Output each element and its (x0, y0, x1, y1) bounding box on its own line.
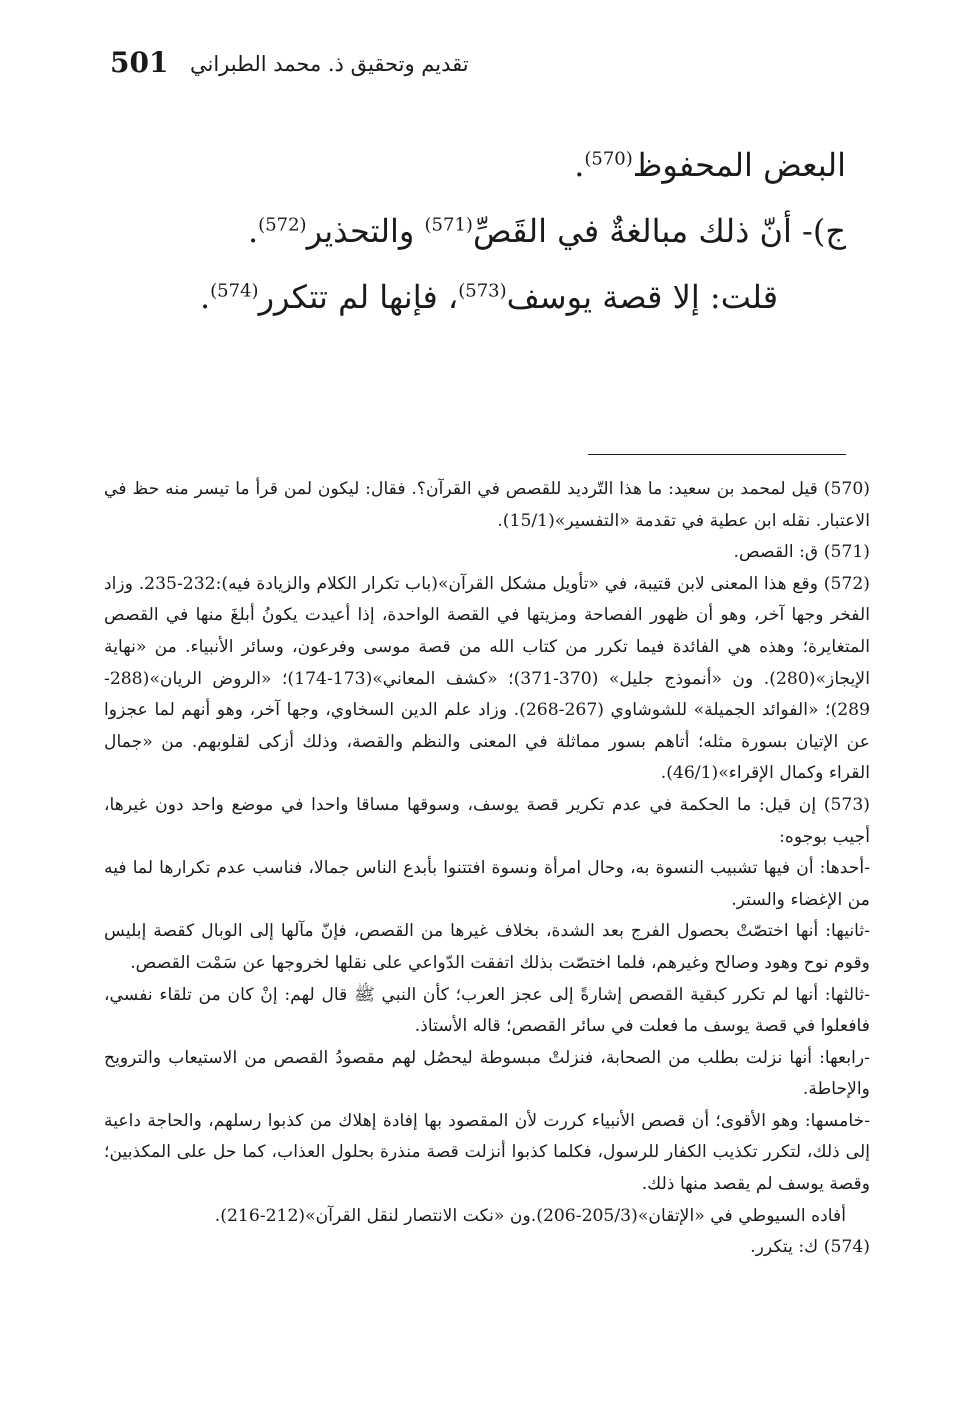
main-line-3-a: قلت: إلا قصة يوسف (506, 278, 778, 316)
footnote-573-item-2: -ثانيها: أنها اختصّتْ بحصول الفرج بعد الشدة، بخلاف غيرها من القصص، فإنّ مآلها إلى الوبال كقصة إبليس وقوم نوح وهود وصالح وغيرهم، فلما اختصّت بذلك اتفقت الدّواعي على نقلها لخروجها عن سَمْت القصص. (104, 921, 870, 973)
footnote-text: إن قيل: ما الحكمة في عدم تكرير قصة يوسف، وسوقها مساقا واحدا في موضع واحد دون غيرها، أجيب بوجوه: (104, 794, 870, 847)
footnote-text: قيل لمحمد بن سعيد: ما هذا التّرديد للقصص في القرآن؟. فقال: ليكون لمن قرأ ما تيسر منه حظ في الاعتبار. نقله ابن عطية في تقدمة «التفسير»(15/1). (104, 479, 870, 531)
page-number: 501 (110, 46, 169, 79)
main-line-2-a: ج)- أنّ ذلك مبالغةٌ في القَصِّ (472, 212, 846, 250)
main-line-3 (112, 264, 846, 330)
footnote-573 (104, 790, 870, 853)
footnote-571 (104, 537, 870, 569)
footnote-text: ق: القصص. (733, 542, 819, 563)
footnote-number: (574) (823, 1237, 870, 1258)
running-head: تقديم وتحقيق ذ. محمد الطبراني (190, 52, 469, 76)
footnote-number: (573) (823, 794, 871, 815)
footnote-text: ك: يتكرر. (750, 1237, 819, 1258)
main-line-3-end: . (199, 278, 211, 316)
footnote-573-source: أفاده السيوطي في «الإتقان»(205/3-206).ون «نكت الانتصار لنقل القرآن»(212-216). (214, 1205, 846, 1226)
main-line-2-end: . (247, 212, 259, 250)
footnote-572 (104, 569, 870, 790)
main-line-1 (112, 132, 846, 198)
footnote-573-item-3: -ثالثها: أنها لم تكرر كبقية القصص إشارةً إلى عجز العرب؛ كأن النبي ﷺ قال لهم: إنْ كان من تلقاء نفسي، فافعلوا في قصة يوسف ما فعلت في سائر القصص؛ قاله الأستاذ. (104, 984, 870, 1037)
footnote-ref-570[interactable]: (570) (584, 148, 633, 170)
footnotes (104, 474, 870, 1264)
main-line-3-b: ، فإنها لم تتكرر (258, 278, 459, 316)
footnote-number: (570) (823, 479, 870, 499)
footnote-ref-574[interactable]: (574) (210, 280, 259, 302)
main-line-2-b: والتحذير (306, 212, 425, 250)
footnote-separator (588, 454, 846, 455)
main-line-1-text: البعض المحفوظ (632, 146, 846, 184)
footnote-ref-573[interactable]: (573) (458, 280, 507, 302)
footnote-number: (571) (823, 542, 870, 563)
footnote-573-item-5: -خامسها: وهو الأقوى؛ أن قصص الأنبياء كررت لأن المقصود بها إفادة إهلاك من كذبوا رسلهم، والحاجة داعية إلى ذلك، لتكرر تكذيب الكفار للرسول، فكلما كذبوا أنزلت قصة منذرة بحلول العذاب، كما حل على المكذبين؛ وقصة يوسف لم يقصد منها ذلك. (104, 1110, 870, 1195)
footnote-text: وقع هذا المعنى لابن قتيبة، في «تأويل مشكل القرآن»(باب تكرار الكلام والزيادة فيه):232-235. وزاد الفخر وجها آخر، وهو أن ظهور الفصاحة ومزيتها في القصة الواحدة، إذا أعيدت يكونُ أبلغَ منها في القصص المتغايرة؛ وهذه هي الفائدة فيما تكرر من كتاب الله من قصة موسى وفرعون، وسائر الأنبياء. من «نهاية الإيجاز»(280). ون «أنموذج جليل» (370-371)؛ «كشف المعاني»(173-174)؛ «الروض الريان»(288-289)؛ «الفوائد الجميلة» للشوشاوي (267-268). وزاد علم الدين السخاوي، وجها آخر، وهو أنهم لما عجزوا عن الإتيان بسورة مثله؛ أتاهم بسور مماثلة في المعنى والنظم والقصة، وذلك أزكى لقلوبهم. من «جمال القراء وكمال الإقراء»(46/1). (104, 573, 871, 784)
footnote-ref-572[interactable]: (572) (258, 214, 307, 236)
footnote-574 (104, 1232, 870, 1264)
footnote-number: (572) (823, 573, 870, 594)
main-line-2 (112, 198, 846, 264)
footnote-570 (104, 474, 870, 537)
footnote-573-item-4: -رابعها: أنها نزلت بطلب من الصحابة، فنزلتْ مبسوطة ليحصُل لهم مقصودُ القصص من الاستيعاب والترويح والإحاطة. (104, 1047, 870, 1100)
main-text (112, 132, 846, 330)
footnote-ref-571[interactable]: (571) (424, 214, 473, 236)
footnote-573-item-1: -أحدها: أن فيها تشبيب النسوة به، وحال امرأة ونسوة افتتنوا بأبدع الناس جمالا، فناسب عدم تكرارها لما فيه من الإغضاء والستر. (104, 858, 870, 910)
main-line-1-end: . (574, 146, 585, 184)
